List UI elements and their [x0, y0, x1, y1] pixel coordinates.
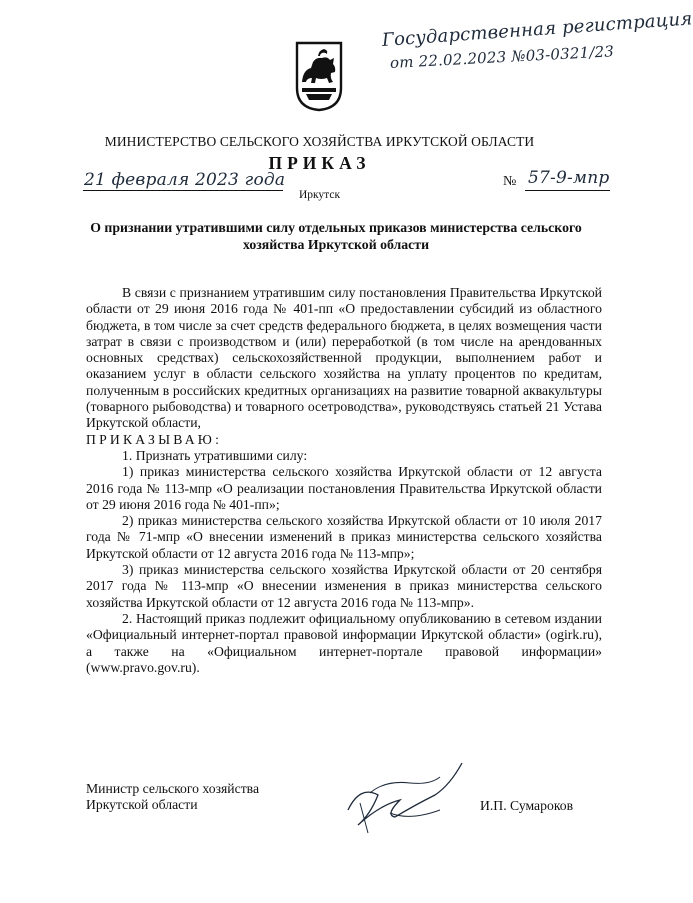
signer-position	[86, 781, 259, 814]
signer-name: И.П. Сумароков	[480, 798, 574, 813]
number-sign: №	[503, 174, 517, 189]
document-title: О признании утратившими силу отдельных приказов министерства сельского хозяйства Иркутской области	[90, 220, 582, 252]
document-type: ПРИКАЗ	[268, 153, 371, 173]
signer-position-line1: Министр сельского хозяйства	[86, 781, 260, 796]
irkutsk-coat-of-arms-icon	[294, 40, 344, 112]
signer-position-line2: Иркутской области	[86, 797, 198, 813]
document-number: 57-9-мпр	[528, 168, 610, 188]
registration-stamp-line1: Государственная регистрация	[381, 8, 693, 51]
number-underline	[525, 190, 610, 191]
document-city: Иркутск	[298, 189, 341, 201]
command-word: ПРИКАЗЫВАЮ:	[86, 431, 223, 447]
item-1: 1. Признать утратившими силу:	[122, 447, 308, 463]
preamble-paragraph: В связи с признанием утратившим силу постановления Правительства Иркутской области от 29 июня 2016 года № 401-пп «О предоставлении субсидий из областного бюджета, в том числе за счет средств федерального бюджета, в целях возмещения части затрат в связи с производством и (или) переработкой (в том числе на арендованных основных средствах) сельскохозяйственной продукции, выполнением работ и оказанием услуг в области сельского хозяйства на уплату процентов по кредитам, полученным в российских кредитных организациях на развитие товарной аквакультуры (товарного рыбоводства) и товарного осетроводства», руководствуясь статьей 21 Устава Иркутской области,	[86, 285, 602, 431]
emblem-ground	[302, 88, 336, 92]
item-1-2: 2) приказ министерства сельского хозяйства Иркутской области от 10 июля 2017 года № 71-мпр «О внесении изменений в приказ министерства сельского хозяйства Иркутской области от 12 августа 2016 года № 113-мпр»;	[86, 513, 602, 561]
item-1-1: 1) приказ министерства сельского хозяйства Иркутской области от 12 августа 2016 года № 113-мпр «О реализации постановления Правительства Иркутской области от 29 июня 2016 года № 401-пп»;	[86, 464, 602, 512]
emblem-base	[306, 94, 332, 100]
handwritten-signature	[340, 755, 470, 840]
document-date: 21 февраля 2023 года	[84, 170, 286, 190]
ministry-name: МИНИСТЕРСТВО СЕЛЬСКОГО ХОЗЯЙСТВА ИРКУТСКОЙ ОБЛАСТИ	[104, 134, 535, 149]
document-body	[86, 285, 602, 676]
item-2: 2. Настоящий приказ подлежит официальному опубликованию в сетевом издании «Официальный интернет-портал правовой информации Иркутской области» (ogirk.ru), а также на «Официальном интернет-портале правовой информации» (www.pravo.gov.ru).	[86, 610, 602, 675]
item-1-3: 3) приказ министерства сельского хозяйства Иркутской области от 20 сентября 2017 года № 113-мпр «О внесении изменения в приказ министерства сельского хозяйства Иркутской области от 12 августа 2016 года № 113-мпр».	[86, 562, 602, 610]
registration-stamp-line2: от 22.02.2023 №03-0321/23	[389, 42, 615, 72]
